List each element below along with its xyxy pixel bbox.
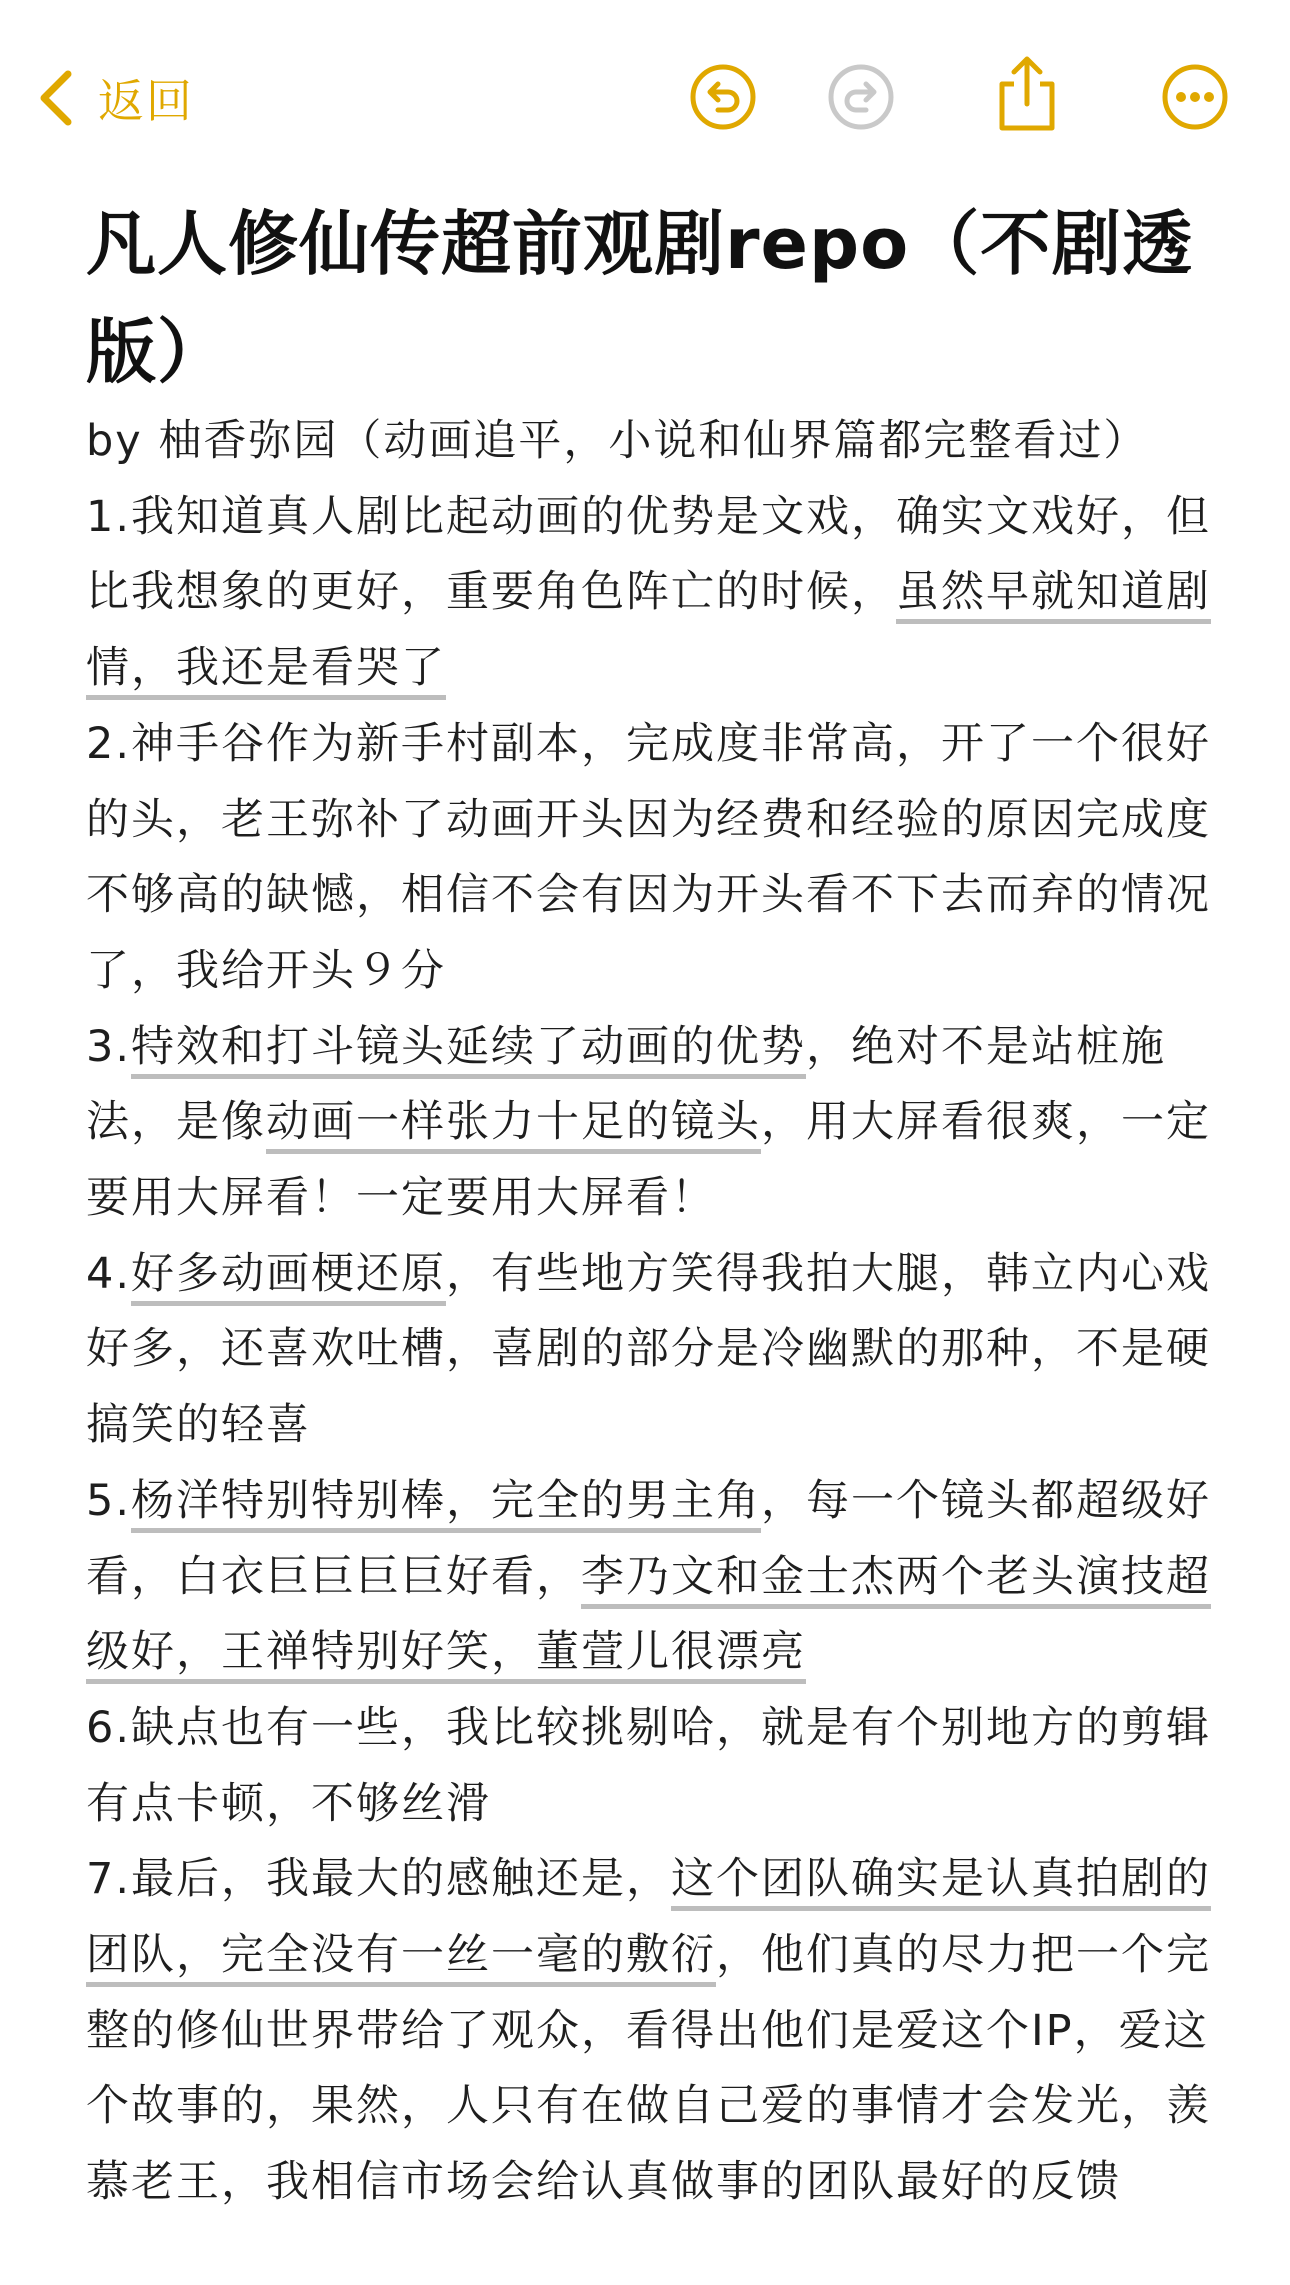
- underlined-text: 虽然早就知道剧情，我还是看哭了: [86, 567, 1211, 700]
- paragraph-text: by 柚香弥园（动画追平，小说和仙界篇都完整看过）: [86, 416, 1149, 466]
- underlined-text: 动画一样张力十足的镜头: [266, 1097, 761, 1154]
- paragraph-text: 2.神手谷作为新手村副本，完成度非常高，开了一个很好的头，老王弥补了动画开头因为经费和经验的原因完成度不够高的缺憾，相信不会有因为开头看不下去而弃的情况了，我给开头９分: [86, 718, 1212, 996]
- underlined-text: 李乃文和金士杰两个老头演技超级好，王禅特别好笑，董萱儿很漂亮: [86, 1552, 1211, 1685]
- note-paragraph: [86, 1842, 1236, 2221]
- note-paragraph: [86, 707, 1236, 1010]
- paragraph-text: ，每一个镜头都超级好看，白衣巨巨巨巨好看，: [86, 1475, 1212, 1602]
- note-paragraph: [86, 404, 1236, 480]
- paragraph-text: 4.: [86, 1248, 132, 1299]
- note-body[interactable]: [86, 404, 1236, 2221]
- undo-icon: [688, 62, 758, 132]
- paragraph-text: ，有些地方笑得我拍大腿，韩立内心戏好多，还喜欢吐槽，喜剧的部分是冷幽默的那种，不是硬搞笑的轻喜: [86, 1248, 1212, 1451]
- note-paragraph: [86, 1010, 1236, 1237]
- paragraph-text: 7.最后，我最大的感触还是，: [86, 1854, 672, 1905]
- note-paragraph: [86, 480, 1236, 707]
- back-label: 返回: [98, 74, 194, 128]
- undo-button[interactable]: [688, 62, 758, 132]
- share-icon: [992, 54, 1062, 134]
- paragraph-text: 5.: [86, 1475, 132, 1526]
- top-toolbar: [0, 0, 1290, 200]
- underlined-text: 特效和打斗镜头延续了动画的优势: [131, 1022, 806, 1079]
- note-title[interactable]: 凡人修仙传超前观剧repo（不剧透版）: [86, 203, 1194, 393]
- underlined-text: 这个团队确实是认真拍剧的团队，完全没有一丝一毫的敷衍: [86, 1854, 1211, 1987]
- note-paragraph: [86, 1691, 1236, 1842]
- more-button[interactable]: [1160, 62, 1230, 132]
- note-paragraph: [86, 1237, 1236, 1464]
- underlined-text: 杨洋特别特别棒，完全的男主角: [131, 1476, 761, 1533]
- back-button[interactable]: [36, 62, 194, 134]
- paragraph-text: 3.: [86, 1021, 132, 1072]
- underlined-text: 好多动画梗还原: [131, 1249, 446, 1306]
- more-icon: [1160, 62, 1230, 132]
- paragraph-text: ，他们真的尽力把一个完整的修仙世界带给了观众，看得出他们是爱这个IP，爱这个故事的，果然，人只有在做自己爱的事情才会发光，羡慕老王，我相信市场会给认真做事的团队最好的反馈: [86, 1930, 1211, 2208]
- chevron-left-icon: [36, 68, 76, 128]
- share-button[interactable]: [992, 54, 1062, 134]
- paragraph-text: ，绝对不是站桩施法，是像: [86, 1021, 1167, 1148]
- redo-icon: [826, 62, 896, 132]
- paragraph-text: ，用大屏看很爽，一定要用大屏看！一定要用大屏看！: [86, 1097, 1211, 1224]
- redo-button[interactable]: [826, 62, 896, 132]
- paragraph-text: 1.我知道真人剧比起动画的优势是文戏，确实文戏好，但比我想象的更好，重要角色阵亡的时候，: [86, 491, 1212, 618]
- note-paragraph: [86, 1464, 1236, 1691]
- paragraph-text: 6.缺点也有一些，我比较挑剔哈，就是有个别地方的剪辑有点卡顿，不够丝滑: [86, 1702, 1212, 1829]
